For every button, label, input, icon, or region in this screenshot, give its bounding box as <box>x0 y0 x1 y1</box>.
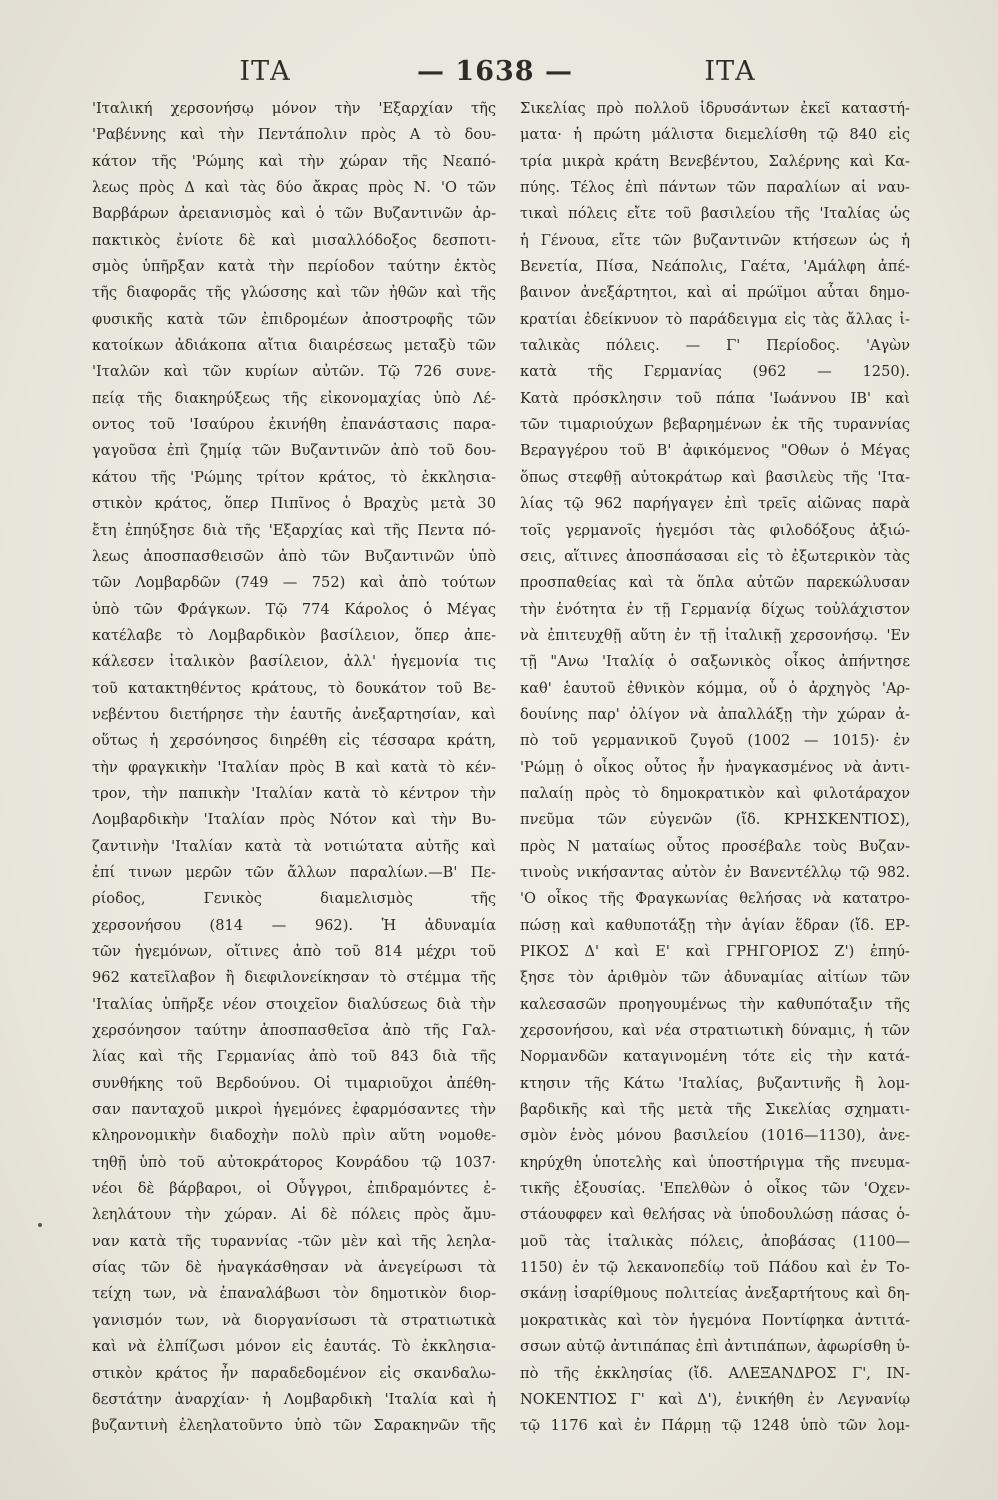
left-column-line: νέοι δὲ βάρβαροι, οἱ Οὖγγροι, ἐπιδραμόντες ἐ- <box>92 1180 496 1198</box>
right-column-line: μοῦ τὰς ἰταλικὰς πόλεις, ἀποβάσας (1100— <box>520 1232 910 1250</box>
left-column-line: πακτικὸς ἐνίοτε δὲ καὶ μισαλλόδοξος δεσποτι- <box>92 231 496 249</box>
left-column-line: Λομβαρδικὴν 'Ιταλίαν πρὸς Νότον καὶ τὴν Βυ- <box>92 811 496 829</box>
left-column-line: τοῦ κατακτηθέντος κράτους, τὸ δουκάτον τοῦ Βε- <box>92 679 496 697</box>
margin-mark <box>38 1223 42 1227</box>
right-column-line: Βεραγγέρου τοῦ Β' ἀφικόμενος "Οθων ὁ Μέγας <box>520 442 910 460</box>
right-column-line: τὴν ἑνότητα ἐν τῇ Γερμανίᾳ δίχως τοὐλάχιστον <box>520 600 910 618</box>
right-column-line: πύης. Τέλος ἐπὶ πάντων τῶν παραλίων αἱ ναυ- <box>520 179 910 197</box>
left-column-line: ναν κατὰ τῆς τυραννίας -τῶν μὲν καὶ τῆς λεηλα- <box>92 1232 496 1250</box>
right-column-line: τινοὺς νικήσαντας αὐτὸν ἐν Βανεντέλλῳ τῷ 982. <box>520 863 910 881</box>
left-column-line: γανισμόν των, νὰ διοργανίσωσι τὰ στρατιωτικὰ <box>92 1311 496 1329</box>
right-column-line: τοῖς γερμανοῖς ἡγεμόσι τὰς φιλοδόξους ἀξιώ- <box>520 521 910 539</box>
left-column-line: λεως ἀποσπασθεισῶν ἀπὸ τῶν Βυζαντινῶν ὑπὸ <box>92 547 496 565</box>
right-column-line: κατὰ τῆς Γερμανίας (962 — 1250). <box>520 363 910 381</box>
left-column-line: κάλεσεν ἰταλικὸν βασίλειον, ἀλλ' ἡγεμονία τις <box>92 653 496 671</box>
right-column-line: ὅπως στεφθῇ αὐτοκράτωρ καὶ βασιλεὺς τῆς 'Ιτα- <box>520 468 910 486</box>
right-column-line: ταλικὰς πόλεις. — Γ' Περίοδος. 'Αγὼν <box>520 337 910 355</box>
right-column-line: βαρδικῆς καὶ τῆς μετὰ τῆς Σικελίας σχηματι- <box>520 1101 910 1119</box>
right-column-line: σμὸν ἑνὸς μόνου βασιλείου (1016—1130), ἀνε- <box>520 1127 910 1145</box>
right-column-line: Νορμανδῶν καταγινομένη τότε εἰς τὴν κατά- <box>520 1048 910 1066</box>
right-column-line: τρία μικρὰ κράτη Βενεβέντου, Σαλέρνης καὶ Κα- <box>520 152 910 170</box>
left-column-line: 962 κατεῖλαβον ἢ διεφιλονείκησαν τὸ στέμμα τῆς <box>92 969 496 987</box>
right-column-line: δουίνης παρ' ὀλίγον νὰ ἀπαλλάξῃ τὴν χώραν ἀ- <box>520 705 910 723</box>
left-column-line: τρον, τὴν παπικὴν 'Ιταλίαν κατὰ τὸ κέντρον τὴν <box>92 784 496 802</box>
left-column-line: σαν πανταχοῦ μικροὶ ἡγεμόνες ἐφαρμόσαντες τὴν <box>92 1101 496 1119</box>
left-column-line: καὶ νὰ ἐλπίζωσι μόνον εἰς ἑαυτάς. Τὸ ἐκκλησια- <box>92 1338 496 1356</box>
right-text-column <box>520 96 910 1440</box>
left-column-line: τῆς διαφορᾶς τῆς γλώσσης καὶ τῶν ἠθῶν καὶ τῆς <box>92 284 496 302</box>
right-column-line: τῇ "Ανω 'Ιταλίᾳ ὁ σαξωνικὸς οἶκος ἀπήντησε <box>520 653 910 671</box>
left-column-line: 'Ιταλίας ὑπῆρξε νέον στοιχεῖον διαλύσεως διὰ τὴν <box>92 995 496 1013</box>
left-column-line: κατοίκων ἀδιάκοπα αἴτια διαιρέσεως μεταξὺ τῶν <box>92 337 496 355</box>
left-column-line: χερσονήσου (814 — 962). Ἡ ἀδυναμία <box>92 916 496 934</box>
left-column-line: συνθήκης τοῦ Βερδούνου. Οἱ τιμαριοῦχοι ἀπέθη- <box>92 1074 496 1092</box>
right-column-line: κτησιν τῆς Κάτω 'Ιταλίας, βυζαντινῆς ἢ λομ- <box>520 1074 910 1092</box>
right-column-line: βαινον ἀνεξάρτητοι, καὶ αἱ πρώϊμοι αὗται δημο- <box>520 284 910 302</box>
left-column-line: στικὸν κράτος ἦν παραδεδομένον εἰς σκανδαλω- <box>92 1364 496 1382</box>
right-column-line: 1150) ἐν τῷ λεκανοπεδίῳ τοῦ Πάδου καὶ ἐν Το- <box>520 1259 910 1277</box>
left-column-line: 'Ιταλῶν καὶ τῶν κυρίων αὐτῶν. Τῷ 726 συνε- <box>92 363 496 381</box>
left-column-line: 'Ιταλική χερσονήσῳ μόνον τὴν 'Εξαρχίαν τῆς <box>92 100 496 117</box>
left-column-line: τηθῇ ὑπὸ τοῦ αὐτοκράτορος Κονράδου τῷ 1037· <box>92 1153 496 1171</box>
left-column-line: τείχη των, νὰ ἐπαναλάβωσι τὸν δημοτικὸν διορ- <box>92 1285 496 1303</box>
left-column-line: στικὸν κράτος, ὅπερ Πιπῖνος ὁ Βραχὺς μετὰ 30 <box>92 495 496 513</box>
right-column-line: κρατίαι ἐδείκνυον τὸ παράδειγμα εἰς τὰς ἄλλας ἰ- <box>520 310 910 328</box>
left-column-line: Βαρβάρων ἀρειανισμὸς καὶ ὁ τῶν Βυζαντινῶν ἀρ- <box>92 205 496 223</box>
left-column-line: νεβέντου διετήρησε τὴν ἑαυτῆς ἀνεξαρτησίαν, καὶ <box>92 705 496 723</box>
right-column-line: παλαίῃ πρὸς τὸ δημοκρατικὸν καὶ φιλοτάραχον <box>520 784 910 802</box>
right-column-line: κηρύχθη ὑποτελὴς καὶ ὑποστήριγμα τῆς πνευμα- <box>520 1153 910 1171</box>
right-column-line: 'Ο οἶκος τῆς Φραγκωνίας θελήσας νὰ κατατρο- <box>520 890 910 908</box>
right-column-line: σκάνῃ ἰσαρίθμους πολιτείας ἀνεξαρτήτους καὶ δη- <box>520 1285 910 1303</box>
right-column-line: τικαὶ πόλεις εἴτε τοῦ βασιλείου τῆς 'Ιταλίας ὡς <box>520 205 910 223</box>
left-column-line: τῶν ἡγεμόνων, οἵτινες ἀπὸ τοῦ 814 μέχρι τοῦ <box>92 943 496 960</box>
left-column-line: πείᾳ τῆς διακηρύξεως τῆς εἰκονομαχίας ὑπὸ Λέ- <box>92 389 496 407</box>
right-column-line: 'Ρώμῃ ὁ οἶκος οὗτος ἦν ἠναγκασμένος νὰ ἀντι- <box>520 758 910 776</box>
left-column-line: χερσόνησον ταύτην ἀποσπασθεῖσα ἀπὸ τῆς Γαλ- <box>92 1022 496 1040</box>
header-right-keyword: ΙΤΑ <box>704 56 756 87</box>
right-column-line: τῶν τιμαριούχων βεβαρημένων ἐκ τῆς τυραννίας <box>520 416 910 434</box>
right-column-line: λίας τῷ 962 παρήγαγεν ἐπὶ τρεῖς αἰῶνας παρὰ <box>520 495 910 513</box>
right-column-line: στάουφφεν καὶ θελήσας νὰ ὑποδουλώσῃ πάσας ὁ- <box>520 1206 910 1224</box>
left-column-line: κάτου τῆς 'Ρώμης τρίτον κράτος, τὸ ἐκκλησια- <box>92 468 496 486</box>
left-column-line: σμὸς ὑπῆρξαν κατὰ τὴν περίοδον ταύτην ἐκτὸς <box>92 258 496 276</box>
left-column-line: ρίοδος, Γενικὸς διαμελισμὸς τῆς <box>92 890 496 908</box>
left-column-line: βυζαντινὴ ἐλεηλατοῦντο ὑπὸ τῶν Σαρακηνῶν τῆς <box>92 1417 496 1435</box>
left-column-line: κληρονομικὴν διαδοχὴν πολὺ πρὶν αὕτη νομοθε- <box>92 1127 496 1145</box>
header-left-keyword: ΙΤΑ <box>239 56 291 87</box>
right-column-line: τῷ 1176 καὶ ἐν Πάρμῃ τῷ 1248 ὑπὸ τῶν λομ- <box>520 1417 910 1435</box>
right-column-line: πώσῃ καὶ καθυποτάξῃ τὴν ἁγίαν ἕδραν (ἴδ. ΕΡ- <box>520 916 910 934</box>
right-column-line: Κατὰ πρόσκλησιν τοῦ πάπα 'Ιωάννου ΙΒ' καὶ <box>520 389 910 407</box>
right-column-line: μοκρατικὰς καὶ τὸν ἡγεμόνα Ποντίφηκα ἀντιτά- <box>520 1311 910 1329</box>
right-column-line: ΝΟΚΕΝΤΙΟΣ Γ' καὶ Δ'), ἐνικήθη ἐν Λεγνανίῳ <box>520 1390 910 1408</box>
right-column-line: καλεσασῶν προηγουμένως τὴν καθυπόταξιν τῆς <box>520 995 910 1013</box>
left-column-line: 'Ραβέννης καὶ τὴν Πεντάπολιν πρὸς Α τὸ δου- <box>92 126 496 144</box>
right-column-line: προσπαθείας καὶ τὰ ὅπλα αὐτῶν παρεκώλυσαν <box>520 574 910 592</box>
left-column-line: λίας καὶ τῆς Γερμανίας ἀπὸ τοῦ 843 διὰ τῆς <box>92 1048 496 1066</box>
right-column-line: Σικελίας πρὸ πολλοῦ ἱδρυσάντων ἐκεῖ καταστή- <box>520 100 910 117</box>
running-header <box>90 56 900 96</box>
right-column-line: πὸ τοῦ γερμανικοῦ ζυγοῦ (1002 — 1015)· ἐν <box>520 732 910 750</box>
page-number: — 1638 — <box>417 56 573 87</box>
right-column-line: χερσονήσου, καὶ νέα στρατιωτικὴ δύναμις, ἡ τῶν <box>520 1022 910 1040</box>
left-column-line: ἔτη ἐπηύξησε διὰ τῆς 'Εξαρχίας καὶ τῆς Πεντα πό- <box>92 521 496 539</box>
right-column-line: ΡΙΚΟΣ Δ' καὶ Ε' καὶ ΓΡΗΓΟΡΙΟΣ Ζ') ἐπηύ- <box>520 943 910 960</box>
right-column-line: ματα· ἡ πρώτη μάλιστα διεμελίσθη τῷ 840 εἰς <box>520 126 910 144</box>
left-column-line: σίας τῶν δὲ ἠναγκάσθησαν νὰ ἀνεγείρωσι τὰ <box>92 1259 496 1277</box>
right-column-line: τικῆς ἐξουσίας. 'Επελθὼν ὁ οἶκος τῶν 'Οχεν- <box>520 1180 910 1198</box>
left-column-line: οντος τοῦ 'Ισαύρου ἐκινήθη ἐπανάστασις παρα- <box>92 416 496 434</box>
left-column-line: κατέλαβε τὸ Λομβαρδικὸν βασίλειον, ὅπερ ἀπε- <box>92 626 496 644</box>
left-column-line: λεηλάτουν τὴν χώραν. Αἱ δὲ πόλεις πρὸς ἄμυ- <box>92 1206 496 1224</box>
left-column-line: ὑπὸ τῶν Φράγκων. Τῷ 774 Κάρολος ὁ Μέγας <box>92 600 496 618</box>
right-column-line: πὸ τῆς ἐκκλησίας (ἴδ. ΑΛΕΞΑΝΔΡΟΣ Γ', ΙΝ- <box>520 1364 910 1382</box>
left-column-line: κάτον τῆς 'Ρώμης καὶ τὴν χώραν τῆς Νεαπό- <box>92 152 496 170</box>
left-column-line: φυσικῆς κατὰ τῶν ἐπιδρομέων ἀποστροφῆς τῶν <box>92 310 496 328</box>
left-column-line: γαγοῦσα ἐπὶ ζημίᾳ τῶν Βυζαντινῶν ἀπὸ τοῦ δου- <box>92 442 496 460</box>
left-column-line: ζαντινὴν 'Ιταλίαν κατὰ τὰ νοτιώτατα αὐτῆς καὶ <box>92 837 496 855</box>
left-column-line: δεστάτην ἀναρχίαν· ἡ Λομβαρδικὴ 'Ιταλία καὶ ἡ <box>92 1390 496 1408</box>
right-column-line: πνεῦμα τῶν εὐγενῶν (ἴδ. ΚΡΗΣΚΕΝΤΙΟΣ), <box>520 811 910 829</box>
left-column-line: τῶν Λομβαρδῶν (749 — 752) καὶ ἀπὸ τούτων <box>92 574 496 592</box>
left-column-line: ἐπί τινων μερῶν τῶν ἄλλων παραλίων.—Β' Πε- <box>92 863 496 881</box>
right-column-line: σεις, αἵτινες ἀποσπάσασαι εἰς τὸ ἐξωτερικὸν τὰς <box>520 547 910 565</box>
right-column-line: Βενετία, Πίσα, Νεάπολις, Γαέτα, 'Αμάλφη ἀπέ- <box>520 258 910 276</box>
right-column-line: ἡ Γένουα, εἴτε τῶν βυζαντινῶν κτήσεων ὡς ἡ <box>520 231 910 249</box>
right-column-line: πρὸς Ν ματαίως οὗτος προσέβαλε τοὺς Βυζαν- <box>520 837 910 855</box>
left-text-column <box>92 96 496 1440</box>
right-column-line: ξησε τὸν ἀριθμὸν τῶν ἀδυναμίας αἰτίων τῶν <box>520 969 910 987</box>
right-column-line: νὰ ἐπιτευχθῇ αὕτη ἐν τῇ ἰταλικῇ χερσονήσῳ. 'Εν <box>520 626 910 644</box>
right-column-line: σσων αὐτῷ ἀντιπάπας ἐπὶ ἀντιπάπων, ἀφωρίσθη ὑ- <box>520 1338 910 1356</box>
left-column-line: λεως πρὸς Δ καὶ τὰς δύο ἄκρας πρὸς Ν. 'Ο τῶν <box>92 179 496 197</box>
left-column-line: τὴν φραγκικὴν 'Ιταλίαν πρὸς Β καὶ κατὰ τὸ κέν- <box>92 758 496 776</box>
left-column-line: οὕτως ἡ χερσόνησος διηρέθη εἰς τέσσαρα κράτη, <box>92 732 496 750</box>
right-column-line: καθ' ἑαυτοῦ ἐθνικὸν κόμμα, οὗ ὁ ἀρχηγὸς 'Αρ- <box>520 679 910 697</box>
